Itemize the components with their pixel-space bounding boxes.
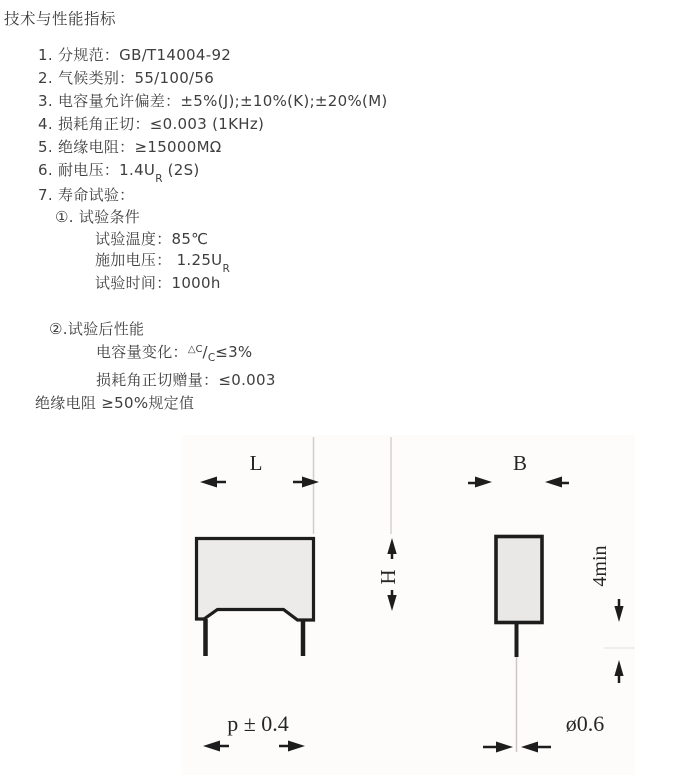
- voltage-suffix: (2S): [162, 161, 200, 179]
- spec-item-voltage: [38, 159, 200, 185]
- spec-post-test: ②.试验后性能: [49, 320, 145, 338]
- dim-label-lead-diameter: ø0.6: [565, 711, 605, 736]
- arrow-right-icon: [496, 742, 513, 753]
- spec-item-tangent: 4. 损耗角正切：≤0.003 (1KHz): [38, 115, 265, 133]
- dim-label-height: H: [376, 569, 400, 585]
- arrow-down-icon: [387, 595, 396, 611]
- arrow-right-icon: [288, 741, 305, 752]
- spec-item-tolerance: 3. 电容量允许偏差：±5%(J);±10%(K);±20%(M): [38, 92, 388, 110]
- spec-item-resistance: 5. 绝缘电阻：≥15000MΩ: [38, 138, 222, 156]
- arrow-left-icon: [521, 742, 538, 753]
- arrow-right-icon: [475, 477, 492, 488]
- spec-item-subspec: 1. 分规范：GB/T14004-92: [38, 46, 232, 64]
- cap-change-superscript: △C: [187, 344, 203, 355]
- arrow-right-icon: [302, 477, 319, 488]
- arrow-left-icon: [200, 477, 217, 488]
- dim-label-length: L: [249, 451, 263, 475]
- dim-label-width: B: [512, 451, 528, 475]
- spec-item-climate: 2. 气候类别：55/100/56: [38, 69, 215, 87]
- spec-tangent-increment: 损耗角正切赠量：≤0.003: [96, 371, 276, 389]
- spec-test-conditions: ①. 试验条件: [55, 208, 141, 226]
- spec-test-voltage: [95, 249, 230, 275]
- voltage-subscript: R: [155, 173, 163, 185]
- spec-item-life-test: 7. 寿命试验：: [38, 186, 135, 204]
- test-voltage-text: 施加电压： 1.25U: [95, 251, 223, 269]
- arrow-left-icon: [545, 477, 562, 488]
- dim-label-pitch: p ± 0.4: [227, 711, 289, 736]
- capacitor-body-side: [496, 537, 542, 623]
- voltage-text: 6. 耐电压：1.4U: [38, 161, 156, 179]
- spec-insulation-note: 绝缘电阻 ≥50%规定值: [35, 394, 195, 412]
- cap-change-text: 电容量变化：: [96, 343, 188, 361]
- arrow-down-icon: [614, 606, 623, 622]
- arrow-up-icon: [387, 538, 396, 554]
- spec-test-temperature: 试验温度：85℃: [95, 230, 209, 248]
- test-voltage-subscript: R: [222, 263, 230, 275]
- capacitor-dimension-drawing: [182, 435, 635, 775]
- cap-change-limit: ≤3%: [215, 343, 253, 361]
- capacitor-body-front: [197, 539, 314, 621]
- dim-label-lead-min: 4min: [589, 545, 611, 587]
- cap-change-subscript: C: [207, 352, 216, 364]
- arrow-up-icon: [614, 660, 623, 676]
- spec-capacitance-change: [96, 341, 252, 364]
- page-title: 技术与性能指标: [4, 10, 117, 28]
- cap-change-slash: /: [202, 343, 208, 361]
- arrow-left-icon: [203, 741, 220, 752]
- spec-test-duration: 试验时间：1000h: [95, 274, 221, 292]
